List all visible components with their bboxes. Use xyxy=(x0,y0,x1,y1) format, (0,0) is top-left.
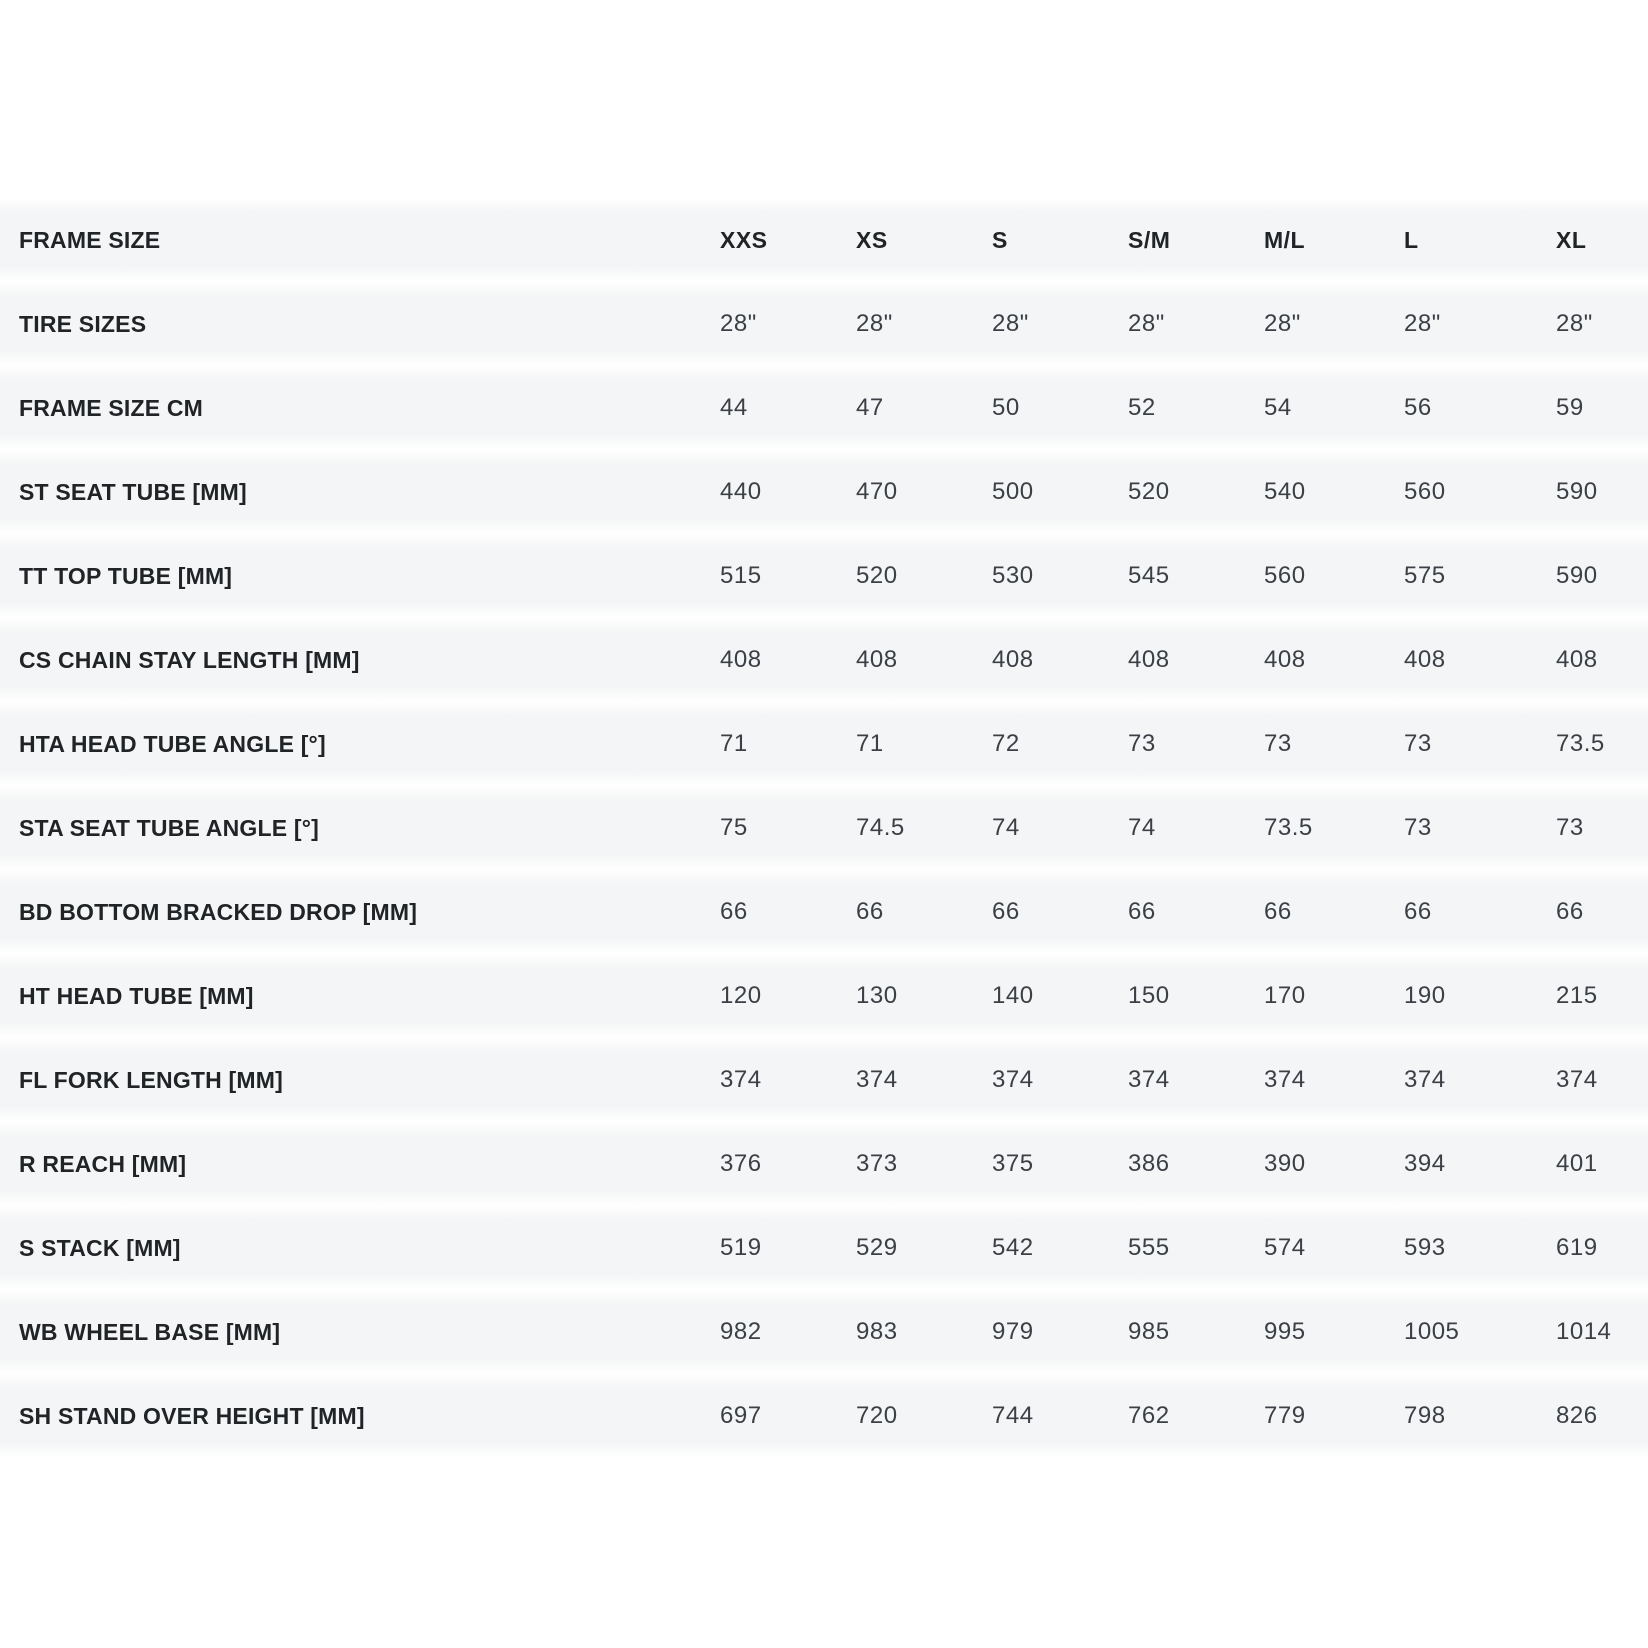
row-value: 408 xyxy=(992,646,1034,673)
row-value: 575 xyxy=(1404,562,1446,589)
row-value: 73 xyxy=(1556,814,1584,841)
row-label: R REACH [MM] xyxy=(19,1150,187,1177)
row-value: 28" xyxy=(720,310,757,337)
row-value: 73 xyxy=(1264,730,1292,757)
row-value: 376 xyxy=(720,1150,762,1177)
row-value: 52 xyxy=(1128,394,1156,421)
row-value: 66 xyxy=(1404,898,1432,925)
row-label: S STACK [MM] xyxy=(19,1234,181,1261)
row-value: 520 xyxy=(856,562,898,589)
row-label: HTA HEAD TUBE ANGLE [°] xyxy=(19,730,326,757)
table-row xyxy=(0,366,1648,450)
row-value: 28" xyxy=(856,310,893,337)
row-value: 140 xyxy=(992,982,1034,1009)
row-value: 574 xyxy=(1264,1234,1306,1261)
table-row xyxy=(0,702,1648,786)
row-value: 374 xyxy=(856,1066,898,1093)
row-value: 59 xyxy=(1556,394,1584,421)
row-value: 44 xyxy=(720,394,748,421)
row-value: 408 xyxy=(1404,646,1446,673)
table-row xyxy=(0,786,1648,870)
size-header-sm: S/M xyxy=(1128,226,1171,253)
table-row xyxy=(0,1206,1648,1290)
row-value: 374 xyxy=(1128,1066,1170,1093)
row-value: 28" xyxy=(1128,310,1165,337)
row-value: 66 xyxy=(1128,898,1156,925)
row-value: 72 xyxy=(992,730,1020,757)
row-value: 66 xyxy=(720,898,748,925)
row-value: 74 xyxy=(1128,814,1156,841)
row-value: 66 xyxy=(1556,898,1584,925)
row-value: 542 xyxy=(992,1234,1034,1261)
row-value: 519 xyxy=(720,1234,762,1261)
row-value: 56 xyxy=(1404,394,1432,421)
row-value: 374 xyxy=(1404,1066,1446,1093)
row-value: 394 xyxy=(1404,1150,1446,1177)
row-value: 375 xyxy=(992,1150,1034,1177)
table-row xyxy=(0,1038,1648,1122)
table-row xyxy=(0,870,1648,954)
row-value: 619 xyxy=(1556,1234,1598,1261)
row-value: 590 xyxy=(1556,478,1598,505)
row-value: 560 xyxy=(1264,562,1306,589)
row-value: 982 xyxy=(720,1318,762,1345)
row-value: 73.5 xyxy=(1264,814,1313,841)
row-value: 74 xyxy=(992,814,1020,841)
table-row xyxy=(0,534,1648,618)
row-value: 120 xyxy=(720,982,762,1009)
row-value: 697 xyxy=(720,1402,762,1429)
row-value: 408 xyxy=(1128,646,1170,673)
row-value: 1014 xyxy=(1556,1318,1612,1345)
table-row xyxy=(0,618,1648,702)
size-header-l: L xyxy=(1404,226,1419,253)
row-label: STA SEAT TUBE ANGLE [°] xyxy=(19,814,320,841)
table-body xyxy=(0,282,1648,1458)
row-value: 73 xyxy=(1404,730,1432,757)
row-label: FL FORK LENGTH [MM] xyxy=(19,1066,283,1093)
size-header-xxs: XXS xyxy=(720,226,768,253)
table-row xyxy=(0,954,1648,1038)
row-value: 520 xyxy=(1128,478,1170,505)
header-label: FRAME SIZE xyxy=(19,226,161,253)
row-value: 995 xyxy=(1264,1318,1306,1345)
row-value: 390 xyxy=(1264,1150,1306,1177)
row-value: 779 xyxy=(1264,1402,1306,1429)
header-row xyxy=(0,198,1648,282)
row-value: 73 xyxy=(1128,730,1156,757)
size-header-s: S xyxy=(992,226,1008,253)
row-value: 529 xyxy=(856,1234,898,1261)
row-value: 540 xyxy=(1264,478,1306,505)
row-value: 1005 xyxy=(1404,1318,1460,1345)
row-value: 545 xyxy=(1128,562,1170,589)
table-row xyxy=(0,1290,1648,1374)
row-value: 408 xyxy=(720,646,762,673)
row-value: 170 xyxy=(1264,982,1306,1009)
row-value: 590 xyxy=(1556,562,1598,589)
row-value: 374 xyxy=(1556,1066,1598,1093)
row-value: 762 xyxy=(1128,1402,1170,1429)
table-row xyxy=(0,1122,1648,1206)
row-value: 215 xyxy=(1556,982,1598,1009)
row-value: 73 xyxy=(1404,814,1432,841)
row-value: 401 xyxy=(1556,1150,1598,1177)
table-row xyxy=(0,282,1648,366)
row-value: 54 xyxy=(1264,394,1292,421)
row-value: 75 xyxy=(720,814,748,841)
row-value: 374 xyxy=(1264,1066,1306,1093)
geometry-table xyxy=(0,198,1648,1458)
row-value: 28" xyxy=(1264,310,1301,337)
row-value: 408 xyxy=(1264,646,1306,673)
row-label: BD BOTTOM BRACKED DROP [MM] xyxy=(19,898,418,925)
row-value: 28" xyxy=(1556,310,1593,337)
row-value: 408 xyxy=(856,646,898,673)
row-value: 150 xyxy=(1128,982,1170,1009)
row-value: 71 xyxy=(720,730,748,757)
row-value: 515 xyxy=(720,562,762,589)
row-value: 593 xyxy=(1404,1234,1446,1261)
row-value: 826 xyxy=(1556,1402,1598,1429)
row-label: ST SEAT TUBE [MM] xyxy=(19,478,247,505)
table-row xyxy=(0,450,1648,534)
row-value: 130 xyxy=(856,982,898,1009)
row-value: 530 xyxy=(992,562,1034,589)
size-header-xl: XL xyxy=(1556,226,1587,253)
row-value: 470 xyxy=(856,478,898,505)
row-value: 374 xyxy=(992,1066,1034,1093)
row-label: SH STAND OVER HEIGHT [MM] xyxy=(19,1402,365,1429)
row-value: 555 xyxy=(1128,1234,1170,1261)
row-label: WB WHEEL BASE [MM] xyxy=(19,1318,281,1345)
row-value: 73.5 xyxy=(1556,730,1605,757)
row-value: 440 xyxy=(720,478,762,505)
row-value: 374 xyxy=(720,1066,762,1093)
row-value: 386 xyxy=(1128,1150,1170,1177)
row-value: 190 xyxy=(1404,982,1446,1009)
row-value: 66 xyxy=(1264,898,1292,925)
size-header-xs: XS xyxy=(856,226,888,253)
row-value: 798 xyxy=(1404,1402,1446,1429)
row-label: TT TOP TUBE [MM] xyxy=(19,562,233,589)
row-value: 408 xyxy=(1556,646,1598,673)
row-value: 28" xyxy=(992,310,1029,337)
row-value: 373 xyxy=(856,1150,898,1177)
row-value: 720 xyxy=(856,1402,898,1429)
row-value: 560 xyxy=(1404,478,1446,505)
row-value: 983 xyxy=(856,1318,898,1345)
row-label: HT HEAD TUBE [MM] xyxy=(19,982,254,1009)
table-row xyxy=(0,1374,1648,1458)
row-value: 66 xyxy=(992,898,1020,925)
row-label: TIRE SIZES xyxy=(19,310,147,337)
row-value: 74.5 xyxy=(856,814,905,841)
row-value: 985 xyxy=(1128,1318,1170,1345)
row-value: 744 xyxy=(992,1402,1034,1429)
row-value: 979 xyxy=(992,1318,1034,1345)
row-value: 28" xyxy=(1404,310,1441,337)
row-value: 47 xyxy=(856,394,884,421)
row-value: 500 xyxy=(992,478,1034,505)
size-header-ml: M/L xyxy=(1264,226,1306,253)
row-label: FRAME SIZE CM xyxy=(19,394,204,421)
row-value: 50 xyxy=(992,394,1020,421)
row-value: 66 xyxy=(856,898,884,925)
row-value: 71 xyxy=(856,730,884,757)
row-label: CS CHAIN STAY LENGTH [MM] xyxy=(19,646,360,673)
